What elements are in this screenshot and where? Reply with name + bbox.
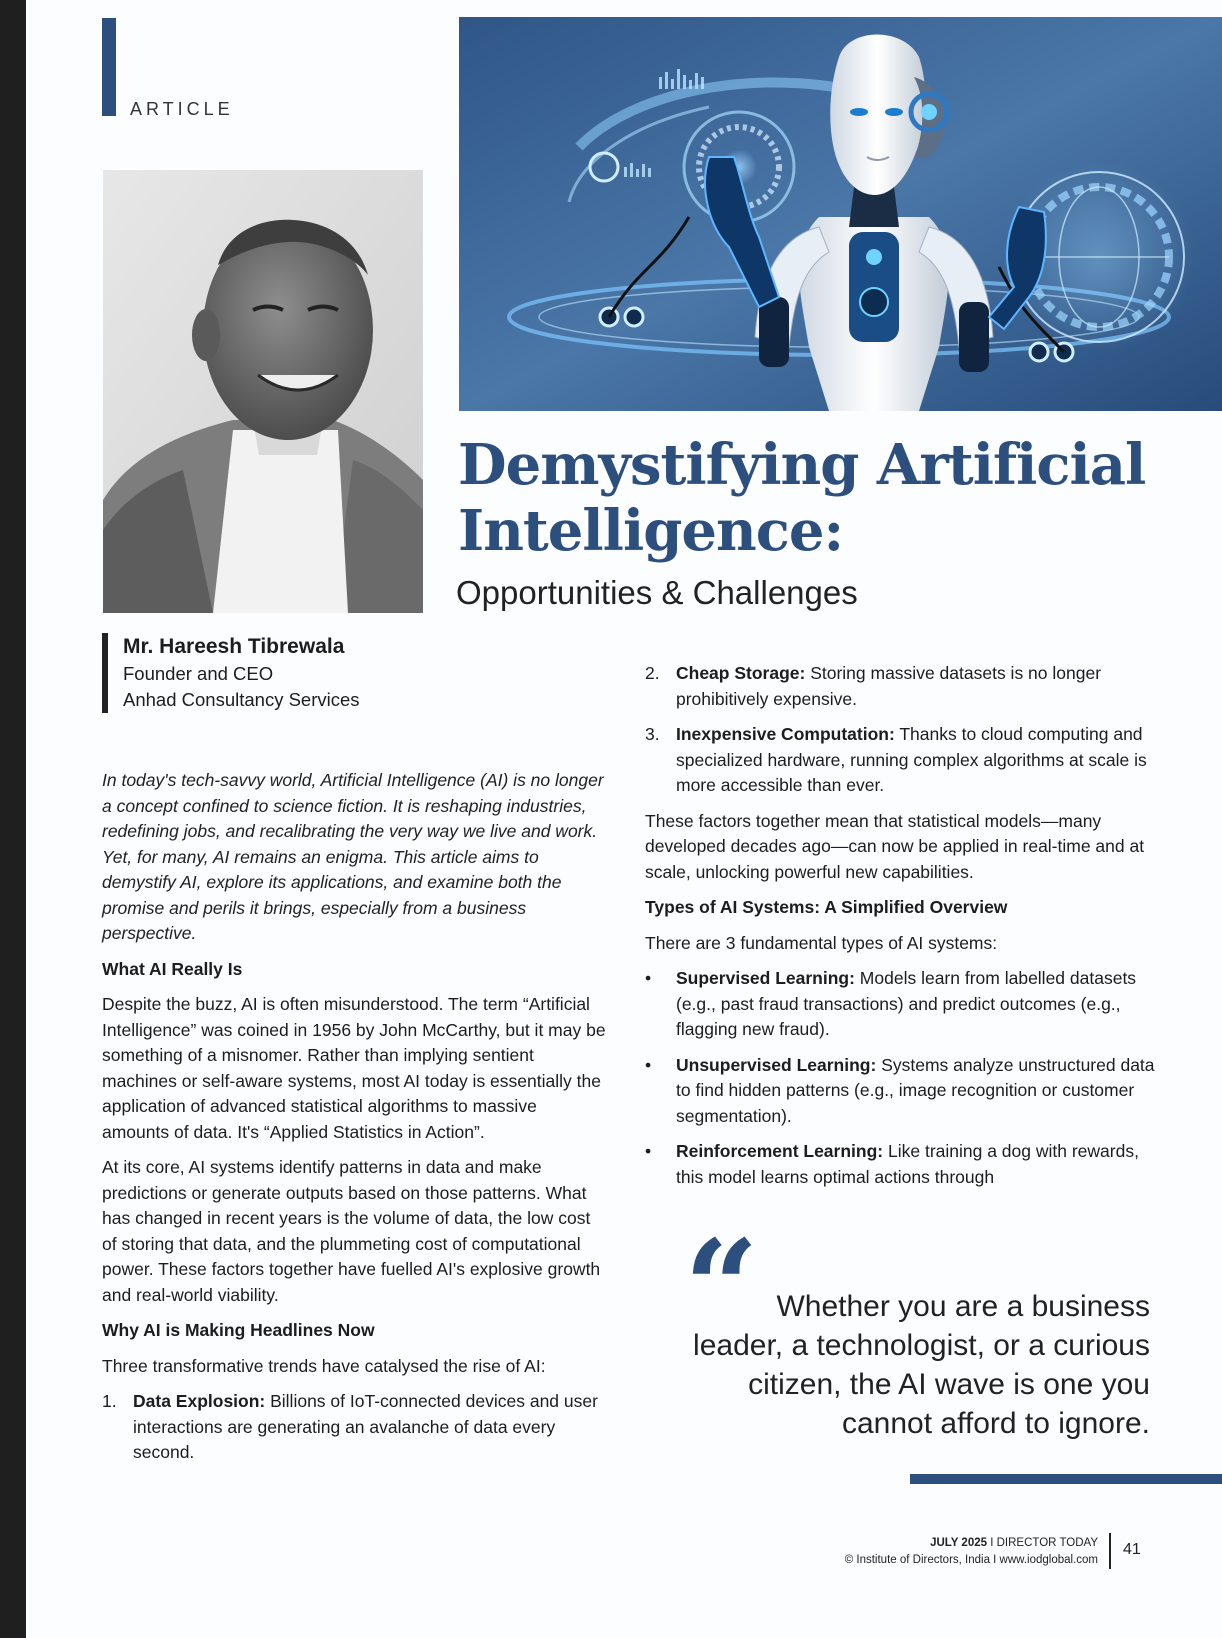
footer-magazine: DIRECTOR TODAY <box>996 1537 1098 1549</box>
list-number: 3. <box>645 724 660 744</box>
list-item <box>645 1053 1155 1130</box>
footer-separator: I <box>987 1537 997 1549</box>
list-item <box>645 966 1155 1043</box>
paragraph: Despite the buzz, AI is often misunderstood. The term “Artificial Intelligence” was coined in 1956 by John McCarthy, but it may be something of a misnomer. Rather than implying sentient machines or self-aware systems, most AI today is essentially the application of advanced statistical algorithms to massive amounts of data. It's “Applied Statistics in Action”. <box>102 994 606 1142</box>
author-byline <box>102 633 360 713</box>
author-name: Mr. Hareesh Tibrewala <box>123 635 345 658</box>
footer-copyright: © Institute of Directors, India I www.iodglobal.com <box>844 1554 1098 1566</box>
list-item-text: Like training a dog with rewards, this model learns optimal actions through <box>676 1141 1139 1187</box>
list-item-text: Systems analyze unstructured data to find hidden patterns (e.g., image recognition or customer segmentation). <box>676 1054 1155 1126</box>
section-heading-types: Types of AI Systems: A Simplified Overview <box>645 897 1008 917</box>
list-item <box>102 1389 607 1466</box>
pull-quote-rule <box>910 1474 1222 1484</box>
list-item <box>645 1139 1155 1190</box>
list-item-label: Cheap Storage: <box>676 663 806 683</box>
bullet: • <box>645 1054 652 1075</box>
left-column <box>102 768 607 1476</box>
right-column <box>645 661 1155 1200</box>
author-company: Anhad Consultancy Services <box>123 689 360 710</box>
list-item <box>645 722 1155 799</box>
article-title: Demystifying Artificial Intelligence: <box>458 432 1146 564</box>
pull-quote: Whether you are a business leader, a technologist, or a curious citizen, the AI wave is one you cannot afford to ignore. <box>693 1290 1150 1440</box>
paragraph: Three transformative trends have catalysed the rise of AI: <box>102 1355 546 1376</box>
section-heading-headlines: Why AI is Making Headlines Now <box>102 1320 375 1340</box>
list-number: 1. <box>102 1391 117 1411</box>
section-tag-bar <box>102 18 116 116</box>
author-role: Founder and CEO <box>123 663 274 684</box>
footer-divider <box>1109 1533 1111 1569</box>
paragraph: There are 3 fundamental types of AI systems: <box>645 932 998 953</box>
paragraph: These factors together mean that statistical models—many developed decades ago—can now be applied in real-time and at scale, unlocking powerful new capabilities. <box>645 810 1145 882</box>
list-item-text: Storing massive datasets is no longer prohibitively expensive. <box>676 663 1102 709</box>
page-spine <box>0 0 26 1638</box>
section-heading-what-ai-is: What AI Really Is <box>102 958 243 979</box>
list-item-label: Supervised Learning: <box>676 968 855 988</box>
list-item-text: Models learn from labelled datasets (e.g., past fraud transactions) and predict outcomes (e.g., flagging new fraud). <box>676 968 1137 1039</box>
intro-paragraph: In today's tech-savvy world, Artificial Intelligence (AI) is no longer a concept confined to science fiction. It is reshaping industries, redefining jobs, and recalibrating the very way we live and work. Yet, for many, AI remains an enigma. This article aims to demystify AI, explore its applications, and examine both the promise and perils it brings, especially from a business perspective. <box>102 770 604 943</box>
list-item-label: Unsupervised Learning: <box>676 1054 877 1075</box>
list-item-text: Billions of IoT-connected devices and user interactions are generating an avalanche of data every second. <box>133 1391 598 1462</box>
article-subtitle: Opportunities & Challenges <box>456 574 858 611</box>
list-item-text: Thanks to cloud computing and specialized hardware, running complex algorithms at scale is more accessible than ever. <box>676 724 1147 795</box>
list-number: 2. <box>645 663 660 683</box>
quote-mark-icon: “ <box>684 1211 759 1364</box>
list-item-label: Inexpensive Computation: <box>676 724 895 744</box>
list-item <box>645 661 1155 712</box>
page-number: 41 <box>1123 1541 1141 1558</box>
footer-issue: JULY 2025 <box>930 1537 988 1549</box>
section-label: ARTICLE <box>130 99 234 119</box>
list-item-label: Data Explosion: <box>133 1391 266 1411</box>
list-item-label: Reinforcement Learning: <box>676 1141 884 1161</box>
bullet: • <box>645 1141 652 1161</box>
hero-robot-illustration <box>459 17 1222 411</box>
bullet: • <box>645 968 652 988</box>
author-portrait <box>103 170 423 613</box>
page-footer <box>845 1535 1098 1569</box>
paragraph: At its core, AI systems identify patterns in data and make predictions or generate outputs based on those patterns. What has changed in recent years is the volume of data, the low cost of storing that data, and the plummeting cost of computational power. These factors together have fuelled AI's explosive growth and real-world viability. <box>102 1157 601 1305</box>
